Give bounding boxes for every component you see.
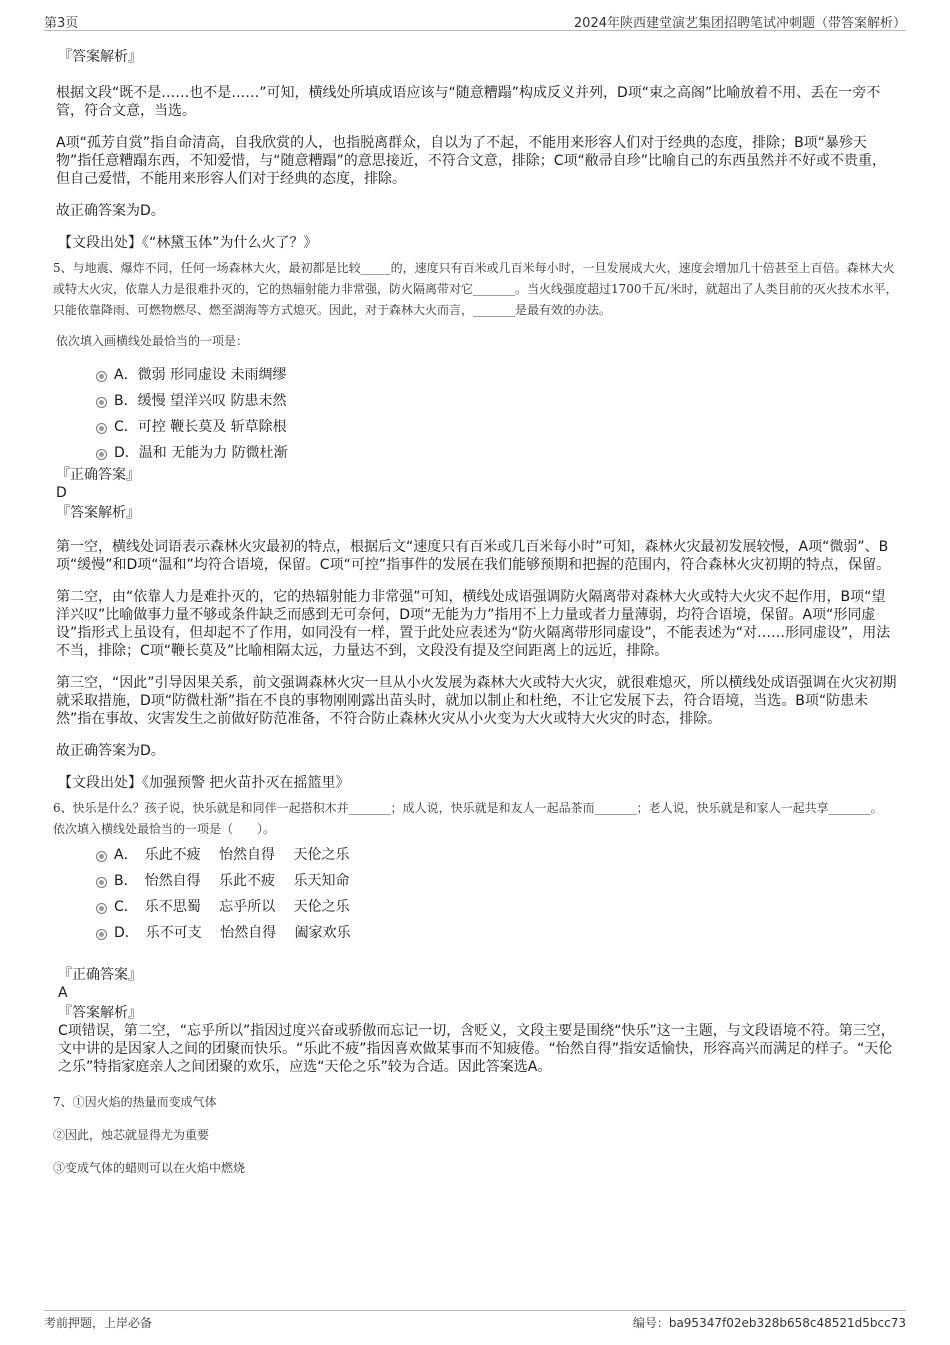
q6-prompt: 依次填入横线处最恰当的一项是（ ）。 <box>53 822 276 836</box>
footer-motto: 考前押题，上岸必备 <box>44 1316 153 1330</box>
q4-analysis-label: 『答案解析』 <box>58 49 142 65</box>
radio-button-icon[interactable] <box>96 929 107 940</box>
q5-option-c[interactable]: C．可控 鞭长莫及 斩草除根 <box>56 414 898 440</box>
code-label: 编号： <box>632 1316 669 1330</box>
q4-source: 【文段出处】《“林黛玉体”为什么火了？》 <box>58 235 318 251</box>
document-title: 2024年陕西建堂演艺集团招聘笔试冲刺题（带答案解析） <box>573 16 906 31</box>
q5-stem: 5、与地震、爆炸不同，任何一场森林大火，最初都是比较_____的，速度只有百米或几百米每小时，一旦发展成大火，速度会增加几十倍甚至上百倍。森林大火或特大火灾，依靠人力是很难扑灭的，它的热辐射能力非常强，防火隔离带对它_______。当火线强度超过1700千瓦/米时，就超出了人类目前的灭火技术水平，只能依靠降雨、可燃物燃尽、燃至湖海等方式熄灭。因此，对于森林大火而言，_______是最有效的办法。 <box>53 261 898 317</box>
q4-analysis-para2: A项“孤芳自赏”指自命清高，自我欣赏的人，也指脱离群众，自以为了不起，不能用来形容人们对于经典的态度，排除；B项“暴殄天物”指任意糟蹋东西，不知爱惜，与“随意糟蹋”的意思接近，不符合文意，排除；C项“敝帚自珍”比喻自己的东西虽然并不好或不贵重，但自己爱惜，不能用来形容人们对于经典的态度，排除。 <box>56 135 887 187</box>
page-content <box>53 44 898 1179</box>
radio-button-icon[interactable] <box>96 851 107 862</box>
document-code <box>633 1314 906 1331</box>
q6-analysis-label: 『答案解析』 <box>58 1005 142 1021</box>
q5-source: 【文段出处】《加强预警 把火苗扑灭在摇篮里》 <box>58 775 350 791</box>
radio-button-icon[interactable] <box>96 423 107 434</box>
q5-prompt: 依次填入画横线处最恰当的一项是： <box>56 334 249 348</box>
q6-answer-label: 『正确答案』 <box>58 967 142 983</box>
q6-analysis: C项错误，第二空，“忘乎所以”指因过度兴奋或骄傲而忘记一切，含贬义，文段主要是围绕“快乐”这一主题，与文段语境不符。第三空，文中讲的是因家人之间的团聚而快乐。“乐此不疲”指因喜欢做某事而不知疲倦。“怡然自得”指安适愉快，形容高兴而满足的样子。“天伦之乐”特指家庭亲人之间团聚的欢乐，应选“天伦之乐”较为合适。因此答案选A。 <box>58 1023 895 1075</box>
q6-option-b[interactable]: B． 怡然自得 乐此不疲 乐天知命 <box>56 868 898 894</box>
q5-analysis-para3: 第三空，“因此”引导因果关系，前文强调森林火灾一旦从小火发展为森林大火或特大火灾，就很难熄灭，所以横线处成语强调在火灾初期就采取措施，D项“防微杜渐”指在不良的事物刚刚露出苗头时，就加以制止和杜绝，不让它发展下去，符合语境，当选。B项“防患未然”指在事故、灾害发生之前做好防范准备，不符合防止森林火灾从小火变为大火或特大火灾的时态，排除。 <box>56 675 897 727</box>
q5-options <box>56 362 898 466</box>
q6-option-c[interactable]: C． 乐不思蜀 忘乎所以 天伦之乐 <box>56 894 898 920</box>
header-divider <box>44 30 906 31</box>
q6-stem: 6、快乐是什么？孩子说，快乐就是和同伴一起搭积木并_______；成人说，快乐就是和友人一起品茶而_______；老人说，快乐就是和家人一起共享_______。 <box>53 801 883 815</box>
page-number: 第3页 <box>44 16 79 31</box>
q5-analysis-label: 『答案解析』 <box>56 505 140 521</box>
q7-stem: 7、①因火焰的热量而变成气体 <box>53 1095 217 1109</box>
q6-answer: A <box>58 985 68 1001</box>
q5-answer: D <box>56 485 67 501</box>
radio-button-icon[interactable] <box>96 397 107 408</box>
q7-line2: ②因此，烛芯就显得尤为重要 <box>53 1128 210 1142</box>
radio-button-icon[interactable] <box>96 449 107 460</box>
q5-conclusion: 故正确答案为D。 <box>56 743 165 759</box>
radio-button-icon[interactable] <box>96 371 107 382</box>
q5-option-d[interactable]: D．温和 无能为力 防微杜渐 <box>56 440 898 466</box>
q5-option-b[interactable]: B．缓慢 望洋兴叹 防患未然 <box>56 388 898 414</box>
q5-analysis-para2: 第二空，由“依靠人力是难扑灭的，它的热辐射能力非常强”可知，横线处成语强调防火隔离带对森林大火或特大火灾不起作用，B项“望洋兴叹”比喻做事力量不够或条件缺乏而感到无可奈何，D项“无能为力”指用不上力量或者力量薄弱，均符合语境，保留。A项“形同虚设”指形式上虽设有，但却起不了作用，如同没有一样，置于此处应表述为“防火隔离带形同虚设”，不能表述为“对……形同虚设”，用法不当，排除；C项“鞭长莫及”比喻相隔太远，力量达不到，文段没有提及空间距离上的远近，排除。 <box>56 589 891 659</box>
footer-divider <box>44 1310 906 1311</box>
q5-analysis-para1: 第一空，横线处词语表示森林火灾最初的特点，根据后文“速度只有百米或几百米每小时”可知，森林火灾最初发展较慢，A项“微弱”、B项“缓慢”和D项“温和”均符合语境，保留。C项“可控”指事件的发展在我们能够预期和把握的范围内，符合森林火灾初期的特点，保留。 <box>56 539 891 573</box>
q7-line3: ③变成气体的蜡则可以在火焰中燃烧 <box>53 1161 246 1175</box>
q4-conclusion: 故正确答案为D。 <box>56 203 165 219</box>
radio-button-icon[interactable] <box>96 877 107 888</box>
page-footer <box>44 1314 906 1334</box>
q6-option-d[interactable]: D． 乐不可支 怡然自得 阖家欢乐 <box>56 920 898 946</box>
code-value: ba95347f02eb328b658c48521d5bcc73 <box>668 1316 906 1330</box>
q6-options <box>56 842 898 946</box>
q4-analysis-para1: 根据文段“既不是……也不是……”可知，横线处所填成语应该与“随意糟蹋”构成反义并列，D项“束之高阁”比喻放着不用、丢在一旁不管，符合文意，当选。 <box>56 85 881 119</box>
q5-answer-label: 『正确答案』 <box>56 467 140 483</box>
q6-option-a[interactable]: A． 乐此不疲 怡然自得 天伦之乐 <box>56 842 898 868</box>
radio-button-icon[interactable] <box>96 903 107 914</box>
page-header <box>44 8 906 30</box>
q5-option-a[interactable]: A．微弱 形同虚设 未雨绸缪 <box>56 362 898 388</box>
